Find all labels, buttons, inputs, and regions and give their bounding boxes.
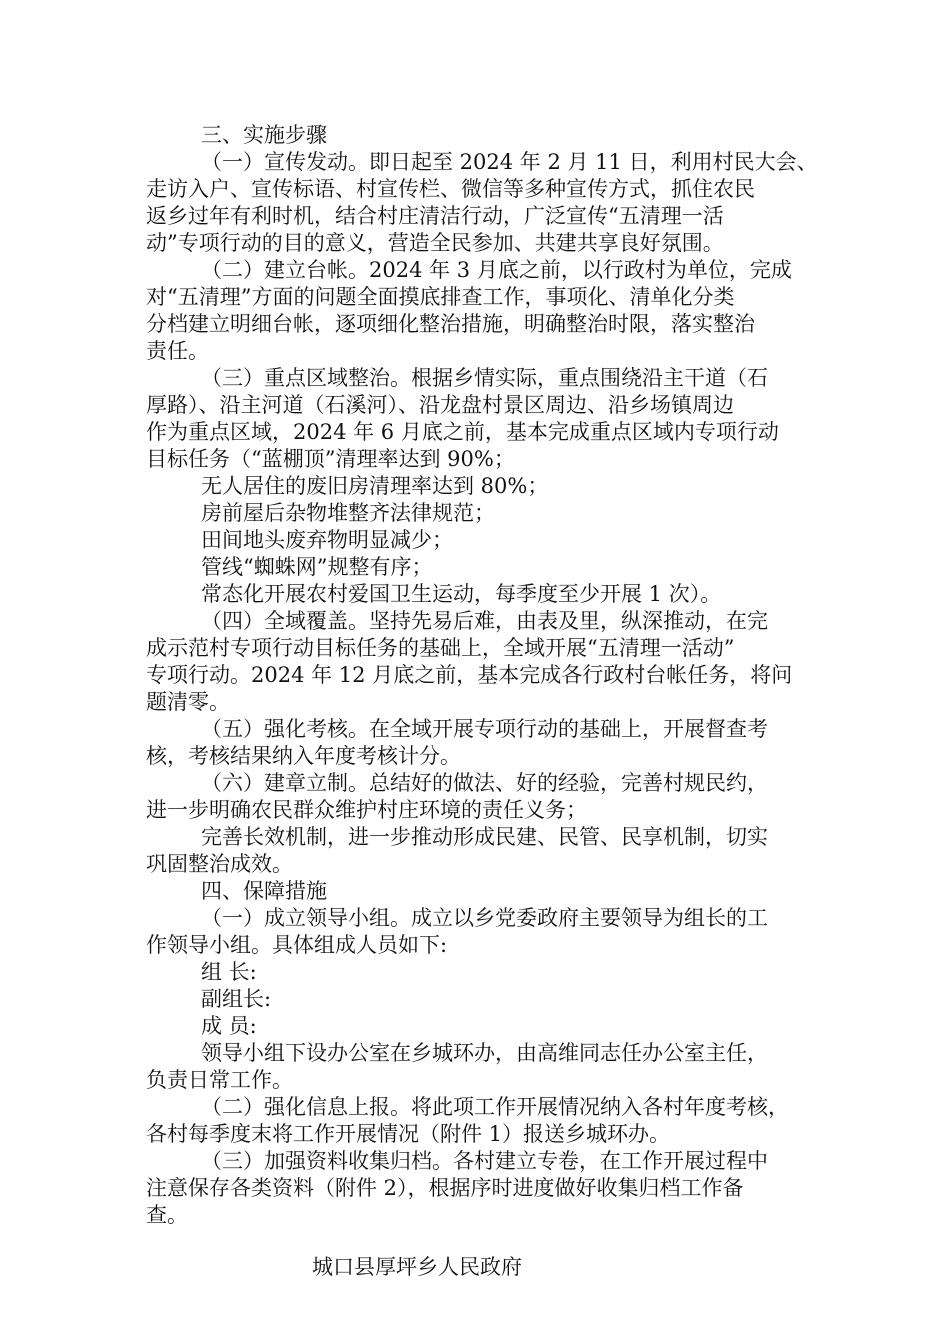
text-line: （三）重点区域整治。根据乡情实际，重点围绕沿主干道（石 xyxy=(201,366,768,390)
text-line: 成示范村专项行动目标任务的基础上，全域开展“五清理一活动” xyxy=(146,636,735,660)
text-line: （一）宣传发动。即日起至 2024 年 2 月 11 日，利用村民大会、 xyxy=(201,150,818,174)
text-line: 巩固整治成效。 xyxy=(146,852,293,876)
text-line: 进一步明确农民群众维护村庄环境的责任义务； xyxy=(146,798,587,822)
text-line: 田间地头废弃物明显减少； xyxy=(201,528,453,552)
text-line: 查。 xyxy=(146,1203,188,1227)
text-line: （六）建章立制。总结好的做法、好的经验，完善村规民约， xyxy=(201,771,768,795)
text-line: （二）建立台帐。2024 年 3 月底之前，以行政村为单位，完成 xyxy=(201,258,792,282)
text-line: 完善长效机制，进一步推动形成民建、民管、民享机制，切实 xyxy=(201,825,768,849)
text-line: （五）强化考核。在全域开展专项行动的基础上，开展督查考 xyxy=(201,717,768,741)
text-line: 作为重点区域，2024 年 6 月底之前，基本完成重点区域内专项行动 xyxy=(146,420,779,444)
text-line: 厚路）、沿主河道（石溪河）、沿龙盘村景区周边、沿乡场镇周边 xyxy=(146,393,734,417)
text-line: 返乡过年有利时机，结合村庄清洁行动，广泛宣传“五清理一活 xyxy=(146,204,724,228)
text-line: 成 员: xyxy=(201,1014,257,1038)
text-line: （二）强化信息上报。将此项工作开展情况纳入各村年度考核， xyxy=(201,1095,789,1119)
signature: 城口县厚坪乡人民政府 xyxy=(312,1255,522,1279)
text-line: 组 长: xyxy=(201,960,257,984)
text-line: 常态化开展农村爱国卫生运动，每季度至少开展 1 次）。 xyxy=(201,582,722,606)
text-line: 动”专项行动的目的意义，营造全民参加、共建共享良好氛围。 xyxy=(146,231,724,255)
text-line: 无人居住的废旧房清理率达到 80%； xyxy=(201,474,549,498)
text-line: 注意保存各类资料（附件 2），根据序时进度做好收集归档工作备 xyxy=(146,1176,744,1200)
text-line: 对“五清理”方面的问题全面摸底排查工作，事项化、清单化分类 xyxy=(146,285,735,309)
text-line: 房前屋后杂物堆整齐法律规范； xyxy=(201,501,495,525)
text-line: 负责日常工作。 xyxy=(146,1068,293,1092)
section-heading-safeguards: 四、保障措施 xyxy=(201,879,327,903)
text-line: 领导小组下设办公室在乡城环办，由高维同志任办公室主任， xyxy=(201,1041,768,1065)
text-line: 作领导小组。具体组成人员如下: xyxy=(146,933,448,957)
text-line: 走访入户、宣传标语、村宣传栏、微信等多种宣传方式，抓住农民 xyxy=(146,177,755,201)
text-line: （四）全域覆盖。坚持先易后难，由表及里，纵深推动，在完 xyxy=(201,609,768,633)
text-line: 专项行动。2024 年 12 月底之前，基本完成各行政村台帐任务，将问 xyxy=(146,663,793,687)
text-line: （一）成立领导小组。成立以乡党委政府主要领导为组长的工 xyxy=(201,906,768,930)
text-line: 责任。 xyxy=(146,339,209,363)
section-heading-implementation: 三、实施步骤 xyxy=(201,123,327,147)
text-line: 分档建立明细台帐，逐项细化整治措施，明确整治时限，落实整治 xyxy=(146,312,755,336)
text-line: 各村每季度末将工作开展情况（附件 1）报送乡城环办。 xyxy=(146,1122,671,1146)
text-line: 管线“蜘蛛网”规整有序； xyxy=(201,555,433,579)
text-line: （三）加强资料收集归档。各村建立专卷，在工作开展过程中 xyxy=(201,1149,768,1173)
text-line: 核，考核结果纳入年度考核计分。 xyxy=(146,744,461,768)
text-line: 副组长: xyxy=(201,987,272,1011)
text-line: 题清零。 xyxy=(146,690,230,714)
text-line: 目标任务（“蓝棚顶”清理率达到 90%； xyxy=(146,447,515,471)
